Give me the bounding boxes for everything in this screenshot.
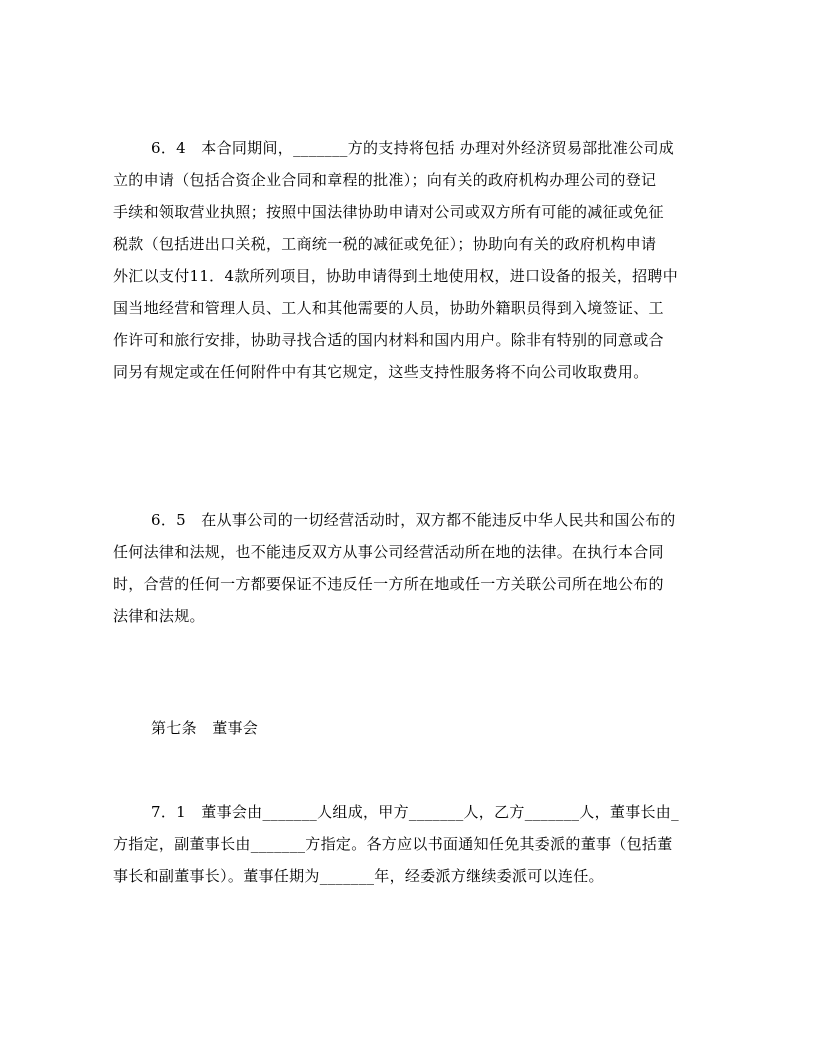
clause-6-5-line-3: 时，合营的任何一方都要保证不违反任一方所在地或任一方关联公司所在地公布的: [113, 575, 664, 593]
clause-6-4-line-7: 作许可和旅行安排，协助寻找合适的国内材料和国内用户。除非有特别的同意或合: [113, 331, 664, 349]
article-heading: 第七条 董事会: [151, 719, 259, 737]
clause-6-4-line-3: 手续和领取营业执照；按照中国法律协助申请对公司或双方所有可能的减征或免征: [113, 203, 664, 221]
clause-6-5-line-4: 法律和法规。: [113, 607, 205, 625]
clause-6-5-line-1: 6．5 在从事公司的一切经营活动时，双方都不能违反中华人民共和国公布的: [151, 511, 676, 529]
clause-6-4-line-1: 6．4 本合同期间，_______方的支持将包括 办理对外经济贸易部批准公司成: [151, 139, 675, 157]
clause-6-4-line-6: 国当地经营和管理人员、工人和其他需要的人员，协助外籍职员得到入境签证、工: [113, 299, 664, 317]
clause-7-1-line-3: 事长和副董事长）。董事任期为_______年，经委派方继续委派可以连任。: [113, 867, 604, 885]
clause-7-1-line-1: 7．1 董事会由_______人组成，甲方_______人，乙方_______人，董事长由_: [151, 803, 679, 821]
clause-7-1-line-2: 方指定，副董事长由_______方指定。各方应以书面通知任免其委派的董事（包括董: [113, 835, 673, 853]
clause-6-4-line-8: 同另有规定或在任何附件中有其它规定，这些支持性服务将不向公司收取费用。: [113, 363, 649, 381]
clause-6-4-paragraph: [113, 132, 703, 388]
clause-7-1-paragraph: [113, 796, 703, 892]
article-7-heading-block: [113, 712, 703, 744]
clause-6-4-line-2: 立的申请（包括合资企业合同和章程的批准）；向有关的政府机构办理公司的登记: [113, 171, 657, 189]
clause-6-4-line-5: 外汇以支付11．4款所列项目，协助申请得到土地使用权，进口设备的报关，招聘中: [113, 267, 679, 285]
clause-6-5-line-2: 任何法律和法规，也不能违反双方从事公司经营活动所在地的法律。在执行本合同: [113, 543, 664, 561]
clause-6-4-line-4: 税款（包括进出口关税，工商统一税的减征或免征）；协助向有关的政府机构申请: [113, 235, 657, 253]
clause-6-5-paragraph: [113, 504, 703, 632]
